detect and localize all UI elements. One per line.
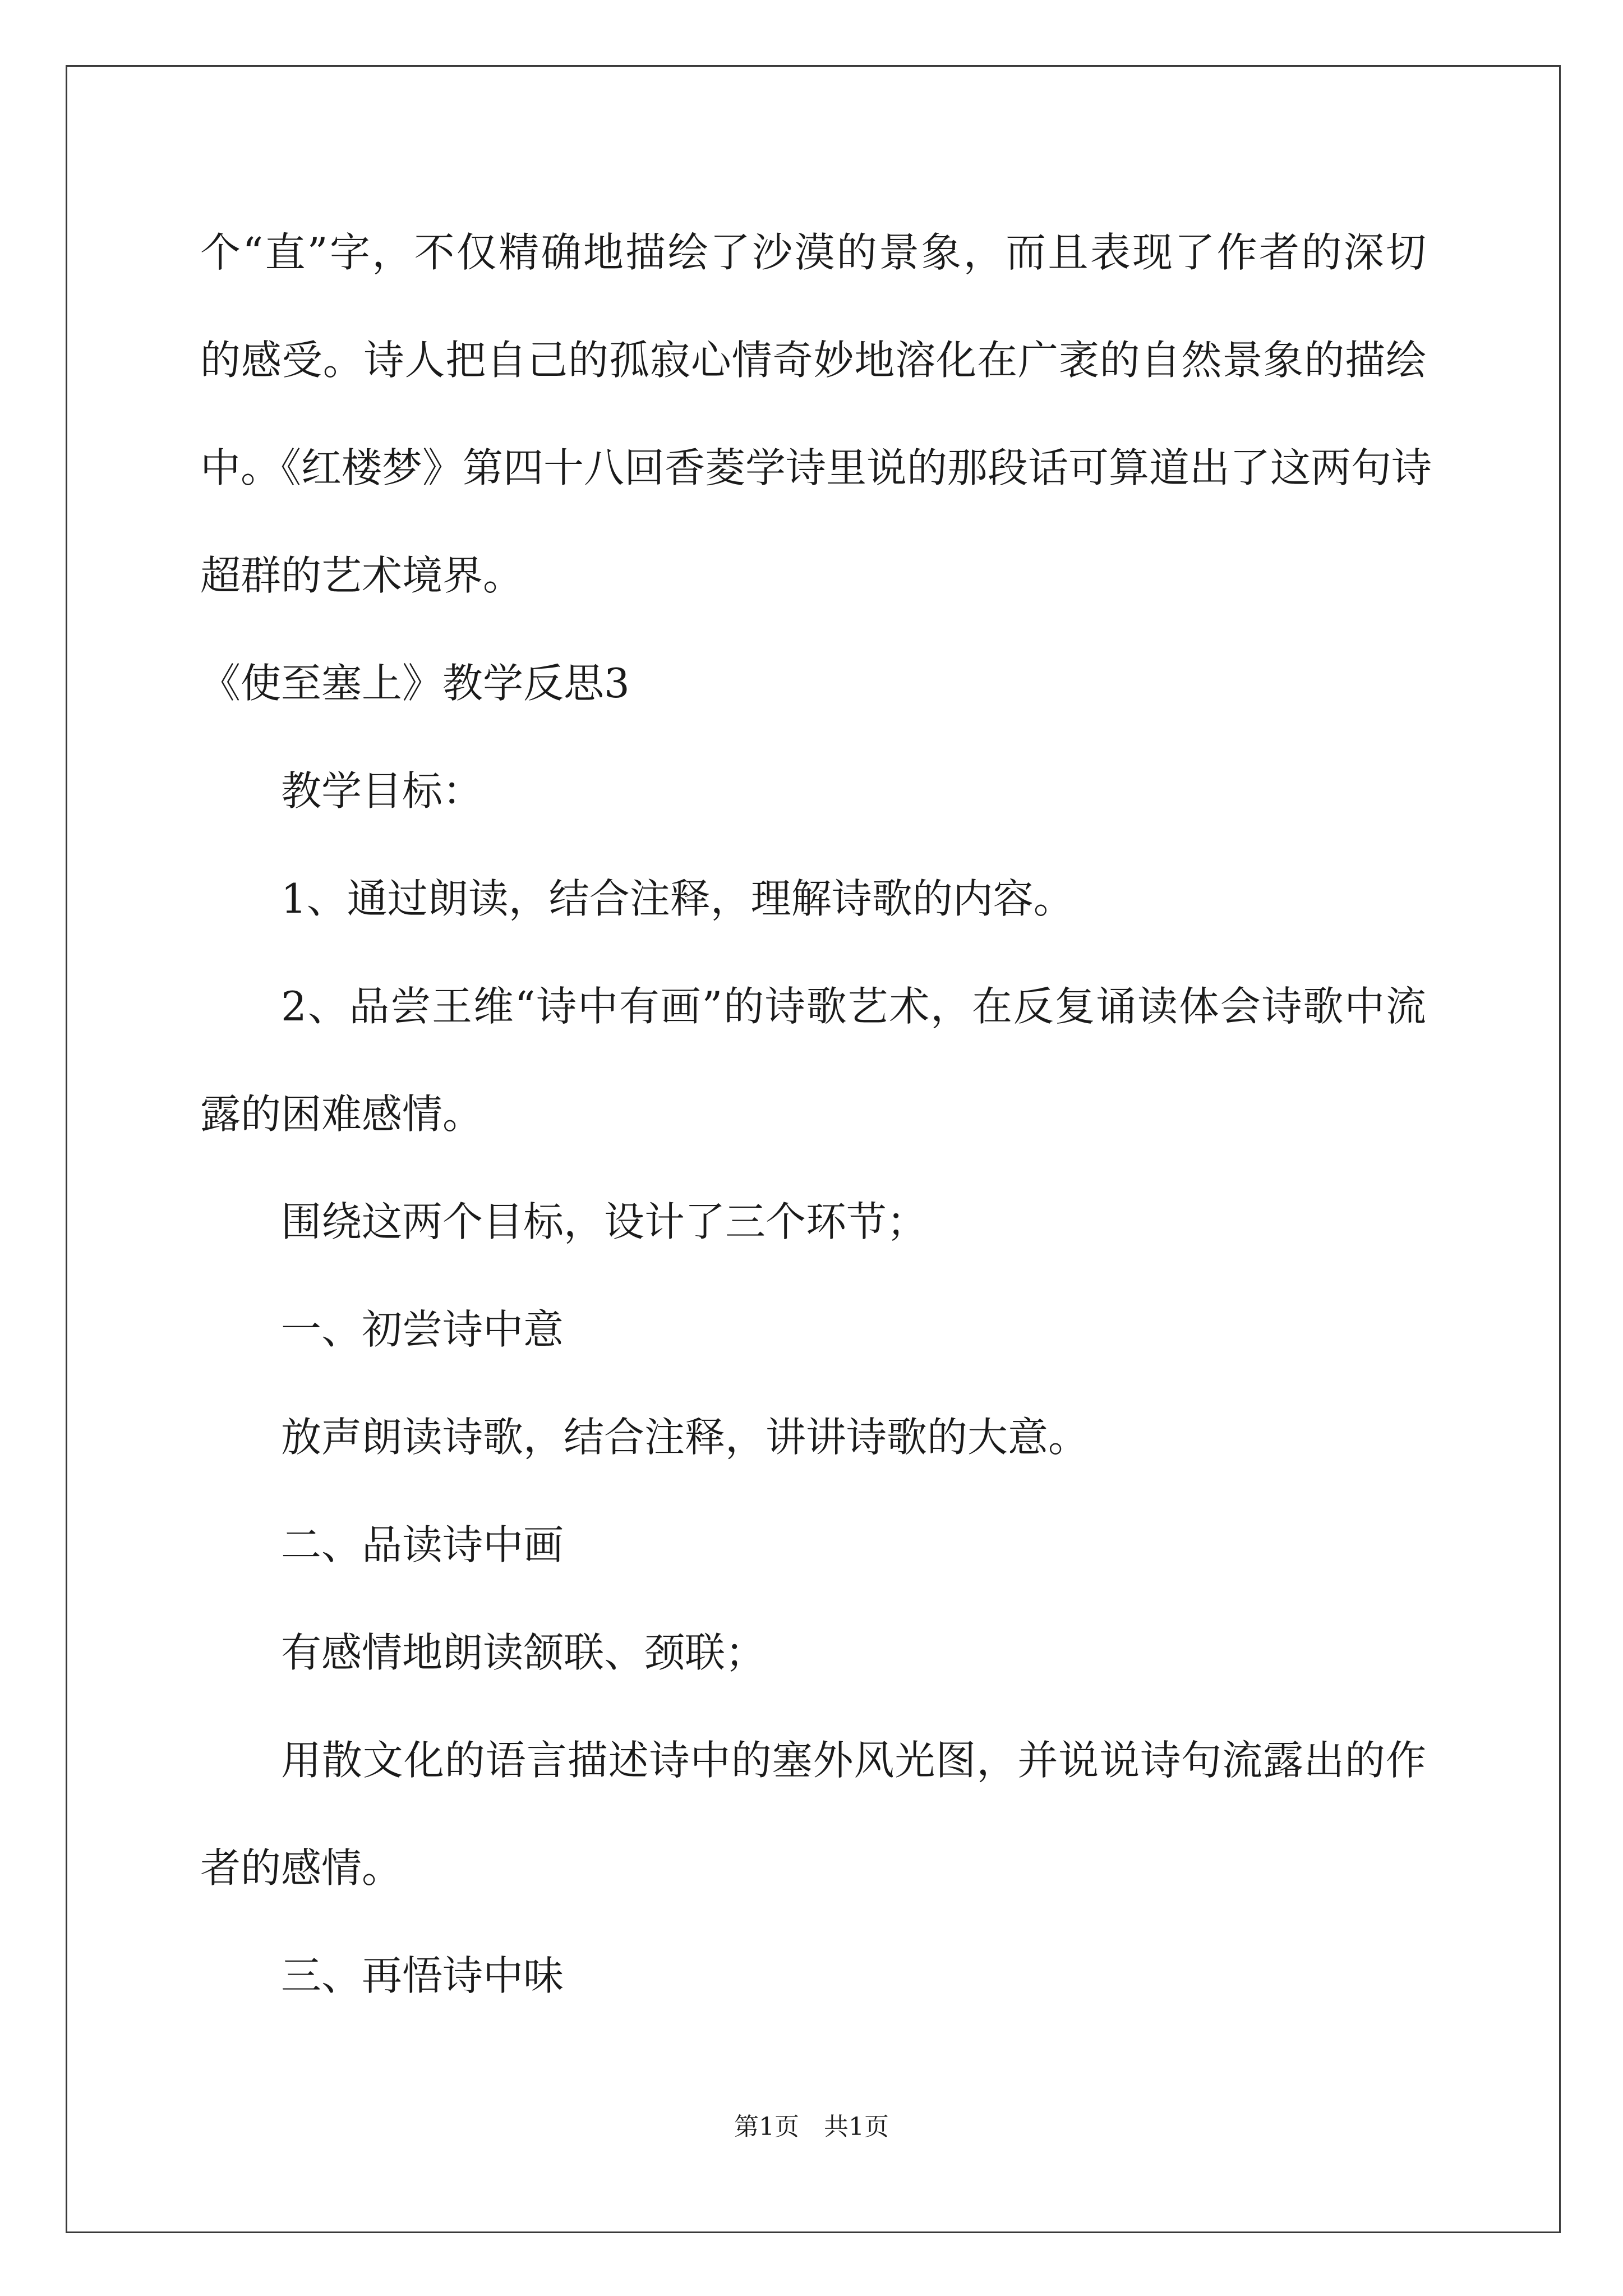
- paragraph-line: 用散文化的语言描述诗中的塞外风光图，并说说诗句流露出的作: [281, 1737, 1426, 1784]
- list-item: 1、通过朗读，结合注释，理解诗歌的内容。: [281, 875, 1074, 922]
- paragraph-line: 者的感情。: [200, 1844, 403, 1892]
- paragraph-line: 放声朗读诗歌，结合注释，讲讲诗歌的大意。: [281, 1414, 1089, 1461]
- paragraph-line: 教学目标：: [281, 767, 483, 815]
- paragraph-line: 个“直”字，不仅精确地描绘了沙漠的景象，而且表现了作者的深切: [200, 229, 1426, 276]
- subsection-heading: 一、初尝诗中意: [281, 1306, 564, 1353]
- paragraph-line: 有感情地朗读颔联、颈联；: [281, 1629, 766, 1676]
- paragraph-line: 超群的艺术境界。: [200, 552, 524, 599]
- section-heading: 《使至塞上》教学反思3: [200, 660, 630, 707]
- paragraph-line: 露的困难感情。: [200, 1091, 483, 1138]
- paragraph-line: 围绕这两个目标，设计了三个环节；: [281, 1198, 928, 1245]
- paragraph-line: 中。《红楼梦》第四十八回香菱学诗里说的那段话可算道出了这两句诗: [200, 444, 1432, 491]
- subsection-heading: 二、品读诗中画: [281, 1521, 564, 1568]
- page-footer: 第1页 共1页: [734, 2113, 889, 2141]
- subsection-heading: 三、再悟诗中味: [281, 1952, 564, 1999]
- list-item: 2、品尝王维“诗中有画”的诗歌艺术，在反复诵读体会诗歌中流: [281, 983, 1426, 1030]
- page-border: [66, 65, 1561, 2233]
- paragraph-line: 的感受。诗人把自己的孤寂心情奇妙地溶化在广袤的自然景象的描绘: [200, 337, 1426, 384]
